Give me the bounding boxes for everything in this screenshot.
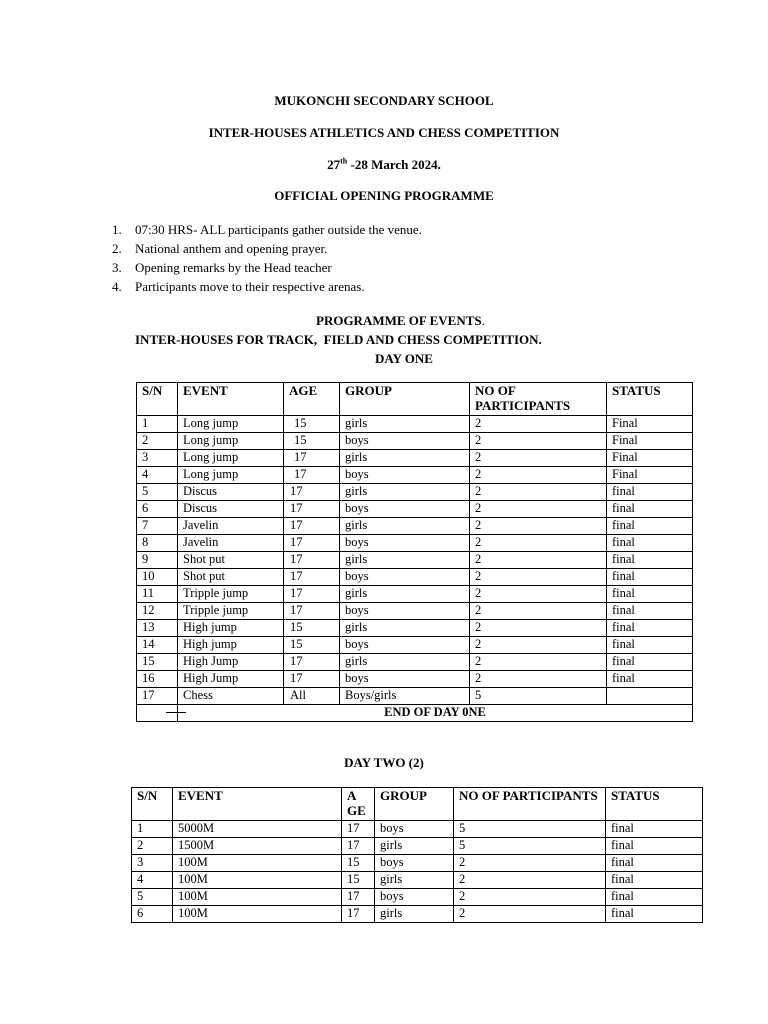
cell-age: 17 xyxy=(284,535,340,552)
cell-event: Shot put xyxy=(178,569,284,586)
cell-sn: 14 xyxy=(137,637,178,654)
table-row xyxy=(137,416,693,433)
header-status: STATUS xyxy=(607,383,693,416)
cell-group: girls xyxy=(375,838,454,855)
table-row xyxy=(132,855,703,872)
cell-sn: 9 xyxy=(137,552,178,569)
header-event: EVENT xyxy=(173,788,342,821)
table-header-row xyxy=(137,383,693,416)
cell-sn: 4 xyxy=(137,467,178,484)
table-row xyxy=(137,518,693,535)
cell-group: boys xyxy=(340,433,470,450)
cell-age: 17 xyxy=(284,586,340,603)
cell-status: final xyxy=(607,501,693,518)
cell-sn: 15 xyxy=(137,654,178,671)
cell-participants: 2 xyxy=(470,433,607,450)
cell-participants: 5 xyxy=(454,821,606,838)
cell-group: girls xyxy=(375,906,454,923)
list-item xyxy=(112,239,422,258)
cell-status xyxy=(607,688,693,705)
competition-title: INTER-HOUSES ATHLETICS AND CHESS COMPETITION xyxy=(208,125,560,140)
cell-status: Final xyxy=(607,433,693,450)
end-of-day-label: END OF DAY 0NE xyxy=(178,705,693,722)
cell-age: 17 xyxy=(284,467,340,484)
cell-group: girls xyxy=(340,450,470,467)
programme-of-events-dot: . xyxy=(481,313,485,328)
cell-participants: 2 xyxy=(470,671,607,688)
cell-age: All xyxy=(284,688,340,705)
day-one-heading: DAY ONE xyxy=(375,351,433,366)
table-row xyxy=(137,654,693,671)
cell-event: Long jump xyxy=(178,416,284,433)
cell-event: 5000M xyxy=(173,821,342,838)
cell-group: girls xyxy=(340,620,470,637)
cell-age: 17 xyxy=(342,821,375,838)
cell-status: final xyxy=(607,671,693,688)
programme-of-events-heading xyxy=(316,313,485,329)
cell-sn: 5 xyxy=(132,889,173,906)
list-number: 1. xyxy=(112,222,122,237)
cell-group: girls xyxy=(340,552,470,569)
inter-houses-heading: INTER-HOUSES FOR TRACK, FIELD AND CHESS COMPETITION. xyxy=(135,332,542,347)
cell-event: High jump xyxy=(178,637,284,654)
header-group: GROUP xyxy=(375,788,454,821)
cell-age: 17 xyxy=(284,654,340,671)
header-participants: NO OF PARTICIPANTS xyxy=(470,383,607,416)
cell-group: girls xyxy=(340,518,470,535)
table-row xyxy=(137,688,693,705)
cell-event: High Jump xyxy=(178,654,284,671)
cell-age: 17 xyxy=(342,889,375,906)
cell-sn: 11 xyxy=(137,586,178,603)
cell-group: boys xyxy=(340,569,470,586)
day-one-table xyxy=(136,382,693,722)
cell-participants: 5 xyxy=(470,688,607,705)
cell-sn: 6 xyxy=(137,501,178,518)
cell-sn: 7 xyxy=(137,518,178,535)
table-row xyxy=(137,552,693,569)
cell-sn: 8 xyxy=(137,535,178,552)
cell-participants: 2 xyxy=(470,518,607,535)
cell-group: boys xyxy=(340,637,470,654)
cell-status: Final xyxy=(607,450,693,467)
cell-event: High Jump xyxy=(178,671,284,688)
cell-participants: 2 xyxy=(470,654,607,671)
cell-status: final xyxy=(607,603,693,620)
cell-status: final xyxy=(606,855,703,872)
list-item xyxy=(112,277,422,296)
cell-participants: 2 xyxy=(470,603,607,620)
table-row xyxy=(137,450,693,467)
underscore-mark xyxy=(166,712,186,713)
cell-event: Tripple jump xyxy=(178,603,284,620)
cell-participants: 2 xyxy=(470,450,607,467)
cell-status: final xyxy=(607,620,693,637)
table-row xyxy=(137,671,693,688)
cell-event: Long jump xyxy=(178,433,284,450)
cell-event: Tripple jump xyxy=(178,586,284,603)
cell-group: boys xyxy=(340,535,470,552)
opening-programme-heading: OFFICIAL OPENING PROGRAMME xyxy=(274,188,494,203)
end-of-day-row xyxy=(137,705,693,722)
cell-event: Chess xyxy=(178,688,284,705)
table-row xyxy=(137,535,693,552)
cell-status: final xyxy=(607,552,693,569)
cell-sn: 3 xyxy=(137,450,178,467)
cell-participants: 2 xyxy=(470,620,607,637)
table-row xyxy=(137,586,693,603)
table-row xyxy=(132,906,703,923)
cell-event: Long jump xyxy=(178,450,284,467)
day-two-heading: DAY TWO (2) xyxy=(344,755,424,770)
cell-participants: 2 xyxy=(470,637,607,654)
list-item xyxy=(112,220,422,239)
header-sn: S/N xyxy=(132,788,173,821)
cell-status: final xyxy=(606,872,703,889)
table-row xyxy=(132,889,703,906)
cell-sn: 5 xyxy=(137,484,178,501)
cell-group: girls xyxy=(340,416,470,433)
cell-age: 17 xyxy=(342,906,375,923)
cell-group: boys xyxy=(340,467,470,484)
list-number: 2. xyxy=(112,241,122,256)
header-age: A GE xyxy=(342,788,375,821)
cell-event: 1500M xyxy=(173,838,342,855)
table-row xyxy=(132,821,703,838)
table-row xyxy=(137,637,693,654)
cell-event: Javelin xyxy=(178,518,284,535)
cell-event: 100M xyxy=(173,872,342,889)
cell-event: Discus xyxy=(178,501,284,518)
list-text: Opening remarks by the Head teacher xyxy=(135,260,332,275)
cell-status: Final xyxy=(607,467,693,484)
cell-participants: 2 xyxy=(470,586,607,603)
cell-group: boys xyxy=(340,603,470,620)
cell-participants: 2 xyxy=(470,484,607,501)
cell-sn: 2 xyxy=(137,433,178,450)
cell-event: 100M xyxy=(173,906,342,923)
cell-group: boys xyxy=(340,671,470,688)
day-two-table xyxy=(131,787,703,923)
cell-age: 15 xyxy=(284,637,340,654)
cell-participants: 2 xyxy=(454,872,606,889)
cell-age: 15 xyxy=(284,416,340,433)
cell-status: final xyxy=(607,586,693,603)
cell-participants: 2 xyxy=(454,906,606,923)
header-status: STATUS xyxy=(606,788,703,821)
cell-age: 15 xyxy=(284,433,340,450)
cell-status: final xyxy=(606,821,703,838)
header-group: GROUP xyxy=(340,383,470,416)
table-header-row xyxy=(132,788,703,821)
cell-group: boys xyxy=(375,889,454,906)
cell-sn: 13 xyxy=(137,620,178,637)
cell-sn: 10 xyxy=(137,569,178,586)
cell-sn: 1 xyxy=(132,821,173,838)
cell-group: girls xyxy=(375,872,454,889)
cell-participants: 2 xyxy=(470,552,607,569)
cell-sn: 12 xyxy=(137,603,178,620)
cell-event: 100M xyxy=(173,855,342,872)
cell-status: final xyxy=(607,518,693,535)
date-superscript: th xyxy=(340,156,348,166)
table-row xyxy=(137,501,693,518)
cell-sn: 16 xyxy=(137,671,178,688)
cell-age: 17 xyxy=(342,838,375,855)
cell-sn: 6 xyxy=(132,906,173,923)
header-sn: S/N xyxy=(137,383,178,416)
cell-group: boys xyxy=(375,855,454,872)
cell-group: girls xyxy=(340,654,470,671)
list-text: Participants move to their respective arenas. xyxy=(135,279,365,294)
cell-age: 17 xyxy=(284,450,340,467)
cell-age: 17 xyxy=(284,671,340,688)
cell-group: Boys/girls xyxy=(340,688,470,705)
cell-status: final xyxy=(607,484,693,501)
table-row xyxy=(137,467,693,484)
cell-participants: 2 xyxy=(470,501,607,518)
cell-status: final xyxy=(607,569,693,586)
cell-sn: 4 xyxy=(132,872,173,889)
cell-status: final xyxy=(606,889,703,906)
cell-age: 17 xyxy=(284,569,340,586)
cell-participants: 2 xyxy=(470,569,607,586)
cell-status: final xyxy=(606,838,703,855)
cell-participants: 5 xyxy=(454,838,606,855)
header-age: AGE xyxy=(284,383,340,416)
cell-event: Long jump xyxy=(178,467,284,484)
header-event: EVENT xyxy=(178,383,284,416)
table-row xyxy=(132,872,703,889)
cell-group: boys xyxy=(375,821,454,838)
cell-status: final xyxy=(607,535,693,552)
list-number: 4. xyxy=(112,279,122,294)
cell-age: 17 xyxy=(284,552,340,569)
cell-age: 15 xyxy=(342,872,375,889)
table-row xyxy=(132,838,703,855)
table-row xyxy=(137,569,693,586)
cell-status: final xyxy=(607,654,693,671)
cell-age: 17 xyxy=(284,501,340,518)
cell-sn: 17 xyxy=(137,688,178,705)
cell-group: girls xyxy=(340,484,470,501)
cell-event: 100M xyxy=(173,889,342,906)
cell-event: Shot put xyxy=(178,552,284,569)
cell-participants: 2 xyxy=(470,467,607,484)
cell-group: boys xyxy=(340,501,470,518)
cell-age: 15 xyxy=(284,620,340,637)
cell-sn xyxy=(137,705,178,722)
cell-participants: 2 xyxy=(454,889,606,906)
date-rest: -28 March 2024. xyxy=(347,157,441,172)
header-participants: NO OF PARTICIPANTS xyxy=(454,788,606,821)
cell-event: Discus xyxy=(178,484,284,501)
cell-sn: 1 xyxy=(137,416,178,433)
table-row xyxy=(137,433,693,450)
cell-status: final xyxy=(607,637,693,654)
competition-date xyxy=(0,157,768,173)
list-item xyxy=(112,258,422,277)
opening-programme-list xyxy=(112,220,422,296)
list-text: 07:30 HRS- ALL participants gather outside the venue. xyxy=(135,222,422,237)
cell-participants: 2 xyxy=(470,416,607,433)
cell-event: High jump xyxy=(178,620,284,637)
table-row xyxy=(137,484,693,501)
cell-age: 17 xyxy=(284,518,340,535)
list-text: National anthem and opening prayer. xyxy=(135,241,328,256)
cell-sn: 3 xyxy=(132,855,173,872)
cell-participants: 2 xyxy=(454,855,606,872)
date-day: 27 xyxy=(327,157,341,172)
programme-of-events-text: PROGRAMME OF EVENTS xyxy=(316,313,482,328)
cell-status: Final xyxy=(607,416,693,433)
cell-status: final xyxy=(606,906,703,923)
cell-age: 15 xyxy=(342,855,375,872)
table-row xyxy=(137,620,693,637)
cell-age: 17 xyxy=(284,603,340,620)
cell-sn: 2 xyxy=(132,838,173,855)
cell-participants: 2 xyxy=(470,535,607,552)
cell-age: 17 xyxy=(284,484,340,501)
table-row xyxy=(137,603,693,620)
list-number: 3. xyxy=(112,260,122,275)
cell-event: Javelin xyxy=(178,535,284,552)
school-name: MUKONCHI SECONDARY SCHOOL xyxy=(274,93,494,108)
cell-group: girls xyxy=(340,586,470,603)
